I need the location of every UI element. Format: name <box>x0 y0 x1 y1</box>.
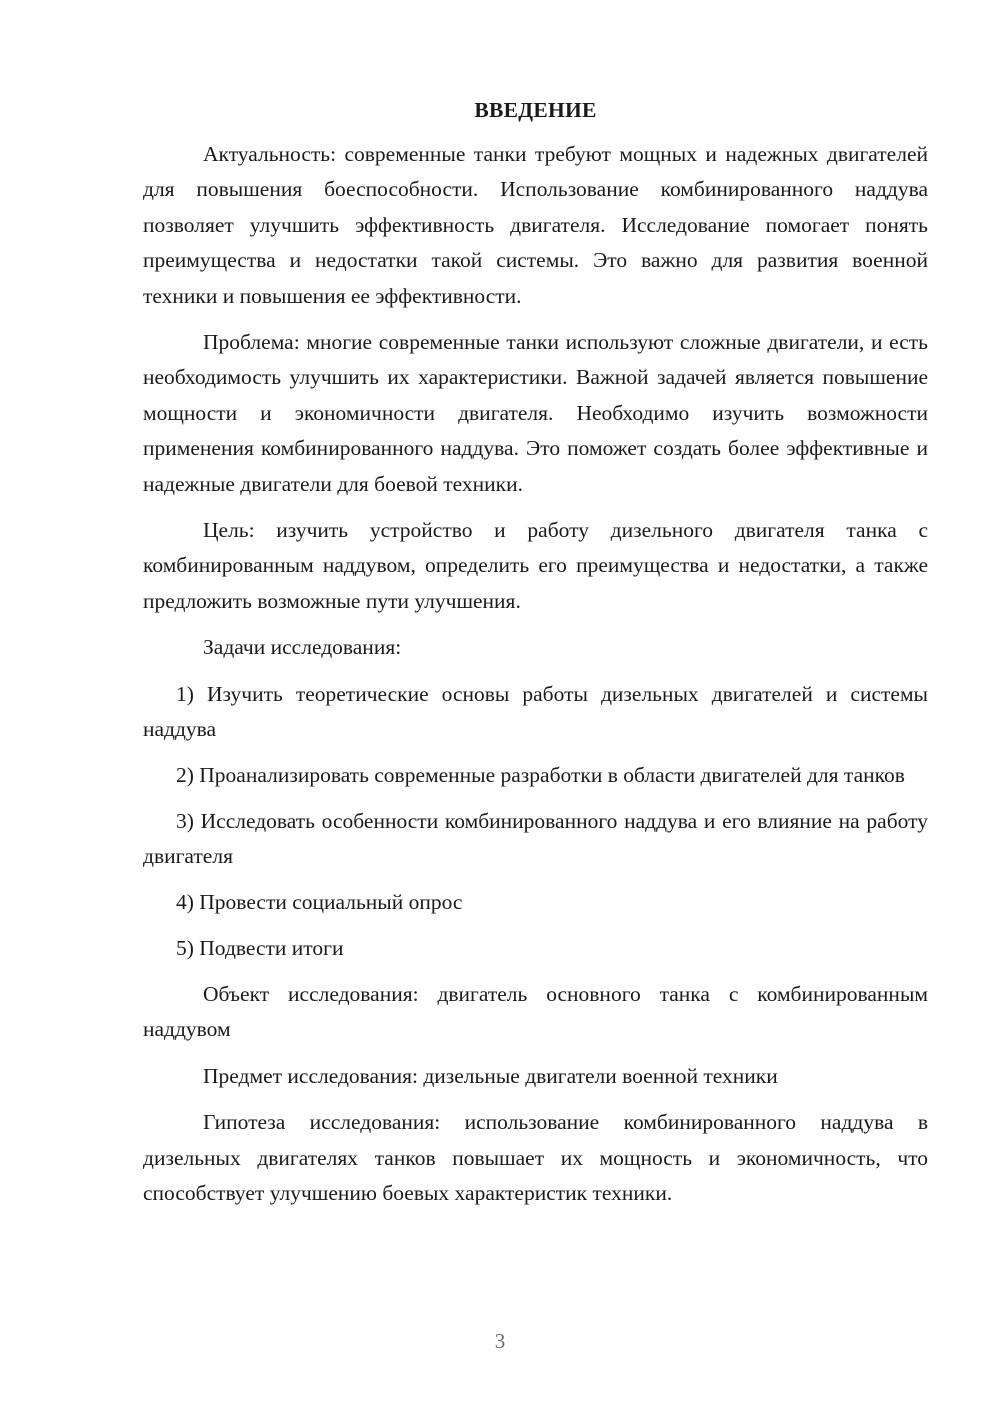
task-item-5: 5) Подвести итоги <box>176 936 344 961</box>
task-item-4: 4) Провести социальный опрос <box>176 890 463 915</box>
task-item-3: 3) Исследовать особенности комбинированного наддува и его влияние на работу двигателя <box>143 808 928 869</box>
page-number: 3 <box>494 1329 506 1353</box>
section-title: ВВЕДЕНИЕ <box>474 98 597 122</box>
paragraph-goal: Цель: изучить устройство и работу дизельного двигателя танка с комбинированным наддувом, определить его преимущества и недостатки, а также предложить возможные пути улучшения. <box>143 518 928 613</box>
task-item-2: 2) Проанализировать современные разработки в области двигателей для танков <box>176 763 905 787</box>
paragraph-relevance: Актуальность: современные танки требуют мощных и надежных двигателей для повышения боеспособности. Использование комбинированного наддува позволяет улучшить эффективность двигателя. Исследование помогает понять преимущества и недостатки такой системы. Это важно для развития военной техники и повышения ее эффективности. <box>143 142 928 308</box>
paragraph-subject: Предмет исследования: дизельные двигатели военной техники <box>203 1063 778 1088</box>
paragraph-object: Объект исследования: двигатель основного танка с комбинированным наддувом <box>143 982 928 1042</box>
page-content <box>143 93 928 1222</box>
task-item-1: 1) Изучить теоретические основы работы дизельных двигателей и системы наддува <box>143 681 928 742</box>
paragraph-problem: Проблема: многие современные танки используют сложные двигатели, и есть необходимость улучшить их характеристики. Важной задачей является повышение мощности и экономичности двигателя. Необходимо изучить возможности применения комбинированного наддува. Это поможет создать более эффективные и надежные двигатели для боевой техники. <box>143 330 928 496</box>
paragraph-hypothesis: Гипотеза исследования: использование комбинированного наддува в дизельных двигателях танков повышает их мощность и экономичность, что способствует улучшению боевых характеристик техники. <box>143 1110 928 1206</box>
tasks-heading: Задачи исследования: <box>203 635 402 660</box>
